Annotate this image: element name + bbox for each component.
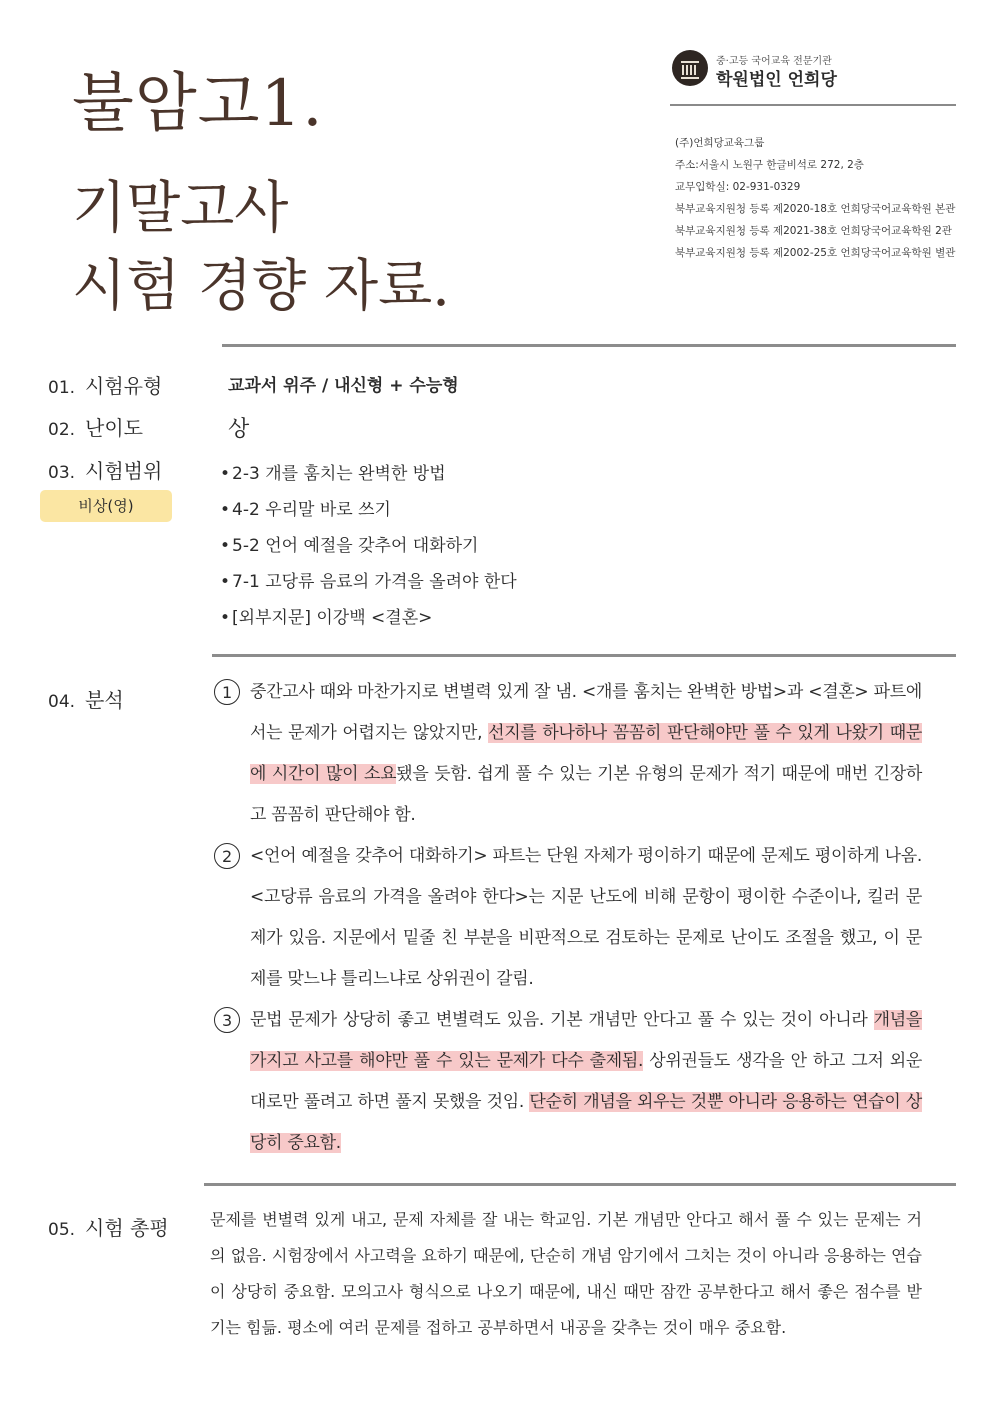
highlighted-text: 단순히 개념을 외우는 것뿐 아니라 응용하는 연습이 상당히 중요함.: [250, 1092, 922, 1153]
list-item: • 5-2 언어 예절을 갖추어 대화하기: [220, 528, 517, 564]
info-line: 북부교육지원청 등록 제2020-18호 언희당국어교육학원 본관: [675, 203, 956, 215]
info-line: 주소:서울시 노원구 한글비석로 272, 2층: [675, 159, 864, 171]
section-divider: [204, 1183, 956, 1186]
section-label-summary: 05. 시험 총평: [48, 1216, 169, 1240]
list-item: • 2-3 개를 훔치는 완벽한 방법: [220, 456, 517, 492]
info-line: (주)언희당교육그룹: [675, 137, 765, 149]
analysis-item: 2 <언어 예절을 갖추어 대화하기> 파트는 단원 자체가 평이하기 때문에 문제도 평이하게 나옴. <고당류 음료의 가격을 올려야 한다>는 지문 난도에 비해 문항이 평이한 수준이나, 킬러 문제가 있음. 지문에서 밑줄 친 부분을 비판적으로 검토하는 문제로 난이도 조절을 했고, 이 문제를 맞느냐 틀리느냐로 상위권이 갈림.: [214, 836, 922, 1000]
circled-number: 1: [214, 679, 240, 705]
list-item: • 7-1 고당류 음료의 가격을 올려야 한다: [220, 564, 517, 600]
exam-type-value: 교과서 위주 / 내신형 + 수능형: [228, 376, 459, 396]
page-title: 불암고1.: [72, 67, 324, 141]
list-item: • 4-2 우리말 바로 쓰기: [220, 492, 517, 528]
brand-logo-icon: [672, 50, 708, 86]
subtitle-line-1: 기말고사: [72, 176, 289, 241]
highlighted-text: 선지를 하나하나 꼼꼼히 판단해야만 풀 수 있게 나왔기 때문에 시간이 많이 소요: [250, 723, 922, 784]
company-info: [675, 132, 955, 264]
circled-number: 3: [214, 1007, 240, 1033]
info-line: 교무입학실: 02-931-0329: [675, 181, 801, 193]
section-label-level: 02. 난이도: [48, 416, 144, 440]
scope-list: [220, 456, 517, 636]
difficulty-value: 상: [228, 417, 250, 442]
section-label-analysis: 04. 분석: [48, 688, 124, 712]
subtitle-line-2: 시험 경향 자료.: [72, 254, 450, 319]
circled-number: 2: [214, 843, 240, 869]
info-line: 북부교육지원청 등록 제2021-38호 언희당국어교육학원 2관: [675, 225, 952, 237]
highlighted-text: 개념을 가지고 사고를 해야만 풀 수 있는 문제가 다수 출제됨.: [250, 1010, 922, 1071]
section-divider: [212, 654, 956, 657]
brand: [672, 50, 962, 90]
analysis-item: 1 중간고사 때와 마찬가지로 변별력 있게 잘 냄. <개를 훔치는 완벽한 방법>과 <결혼> 파트에서는 문제가 어렵지는 않았지만, 선지를 하나하나 꼼꼼히 판단해야만 풀 수 있게 나왔기 때문에 시간이 많이 소요됐을 듯함. 쉽게 풀 수 있는 기본 유형의 문제가 적기 때문에 매번 긴장하고 꼼꼼히 판단해야 함.: [214, 672, 922, 836]
brand-name: 학원법인 언희당: [716, 70, 837, 90]
section-label-scope: 03. 시험범위: [48, 459, 163, 483]
summary-text: 문제를 변별력 있게 내고, 문제 자체를 잘 내는 학교임. 기본 개념만 안다고 해서 풀 수 있는 문제는 거의 없음. 시험장에서 사고력을 요하기 때문에, 단순히 개념 암기에서 그치는 것이 아니라 응용하는 연습이 상당히 중요함. 모의고사 형식으로 나오기 때문에, 내신 때만 잠깐 공부한다고 해서 좋은 점수를 받기는 힘듦. 평소에 여러 문제를 접하고 공부하면서 내공을 갖추는 것이 매우 중요함.: [210, 1210, 922, 1337]
textbook-badge: 비상(영): [40, 490, 172, 522]
section-label-type: 01. 시험유형: [48, 374, 163, 398]
brand-tagline: 중·고등 국어교육 전문기관: [716, 56, 832, 67]
page-subtitle: [72, 170, 450, 326]
analysis-list: [214, 672, 922, 1164]
list-item: • [외부지문] 이강백 <결혼>: [220, 600, 517, 636]
brand-divider: [670, 104, 956, 106]
section-divider: [222, 344, 956, 347]
info-line: 북부교육지원청 등록 제2002-25호 언희당국어교육학원 별관: [675, 247, 956, 259]
analysis-item: 3 문법 문제가 상당히 좋고 변별력도 있음. 기본 개념만 안다고 풀 수 있는 것이 아니라 개념을 가지고 사고를 해야만 풀 수 있는 문제가 다수 출제됨. 상위권들도 생각을 안 하고 그저 외운 대로만 풀려고 하면 풀지 못했을 것임. 단순히 개념을 외우는 것뿐 아니라 응용하는 연습이 상당히 중요함.: [214, 1000, 922, 1164]
